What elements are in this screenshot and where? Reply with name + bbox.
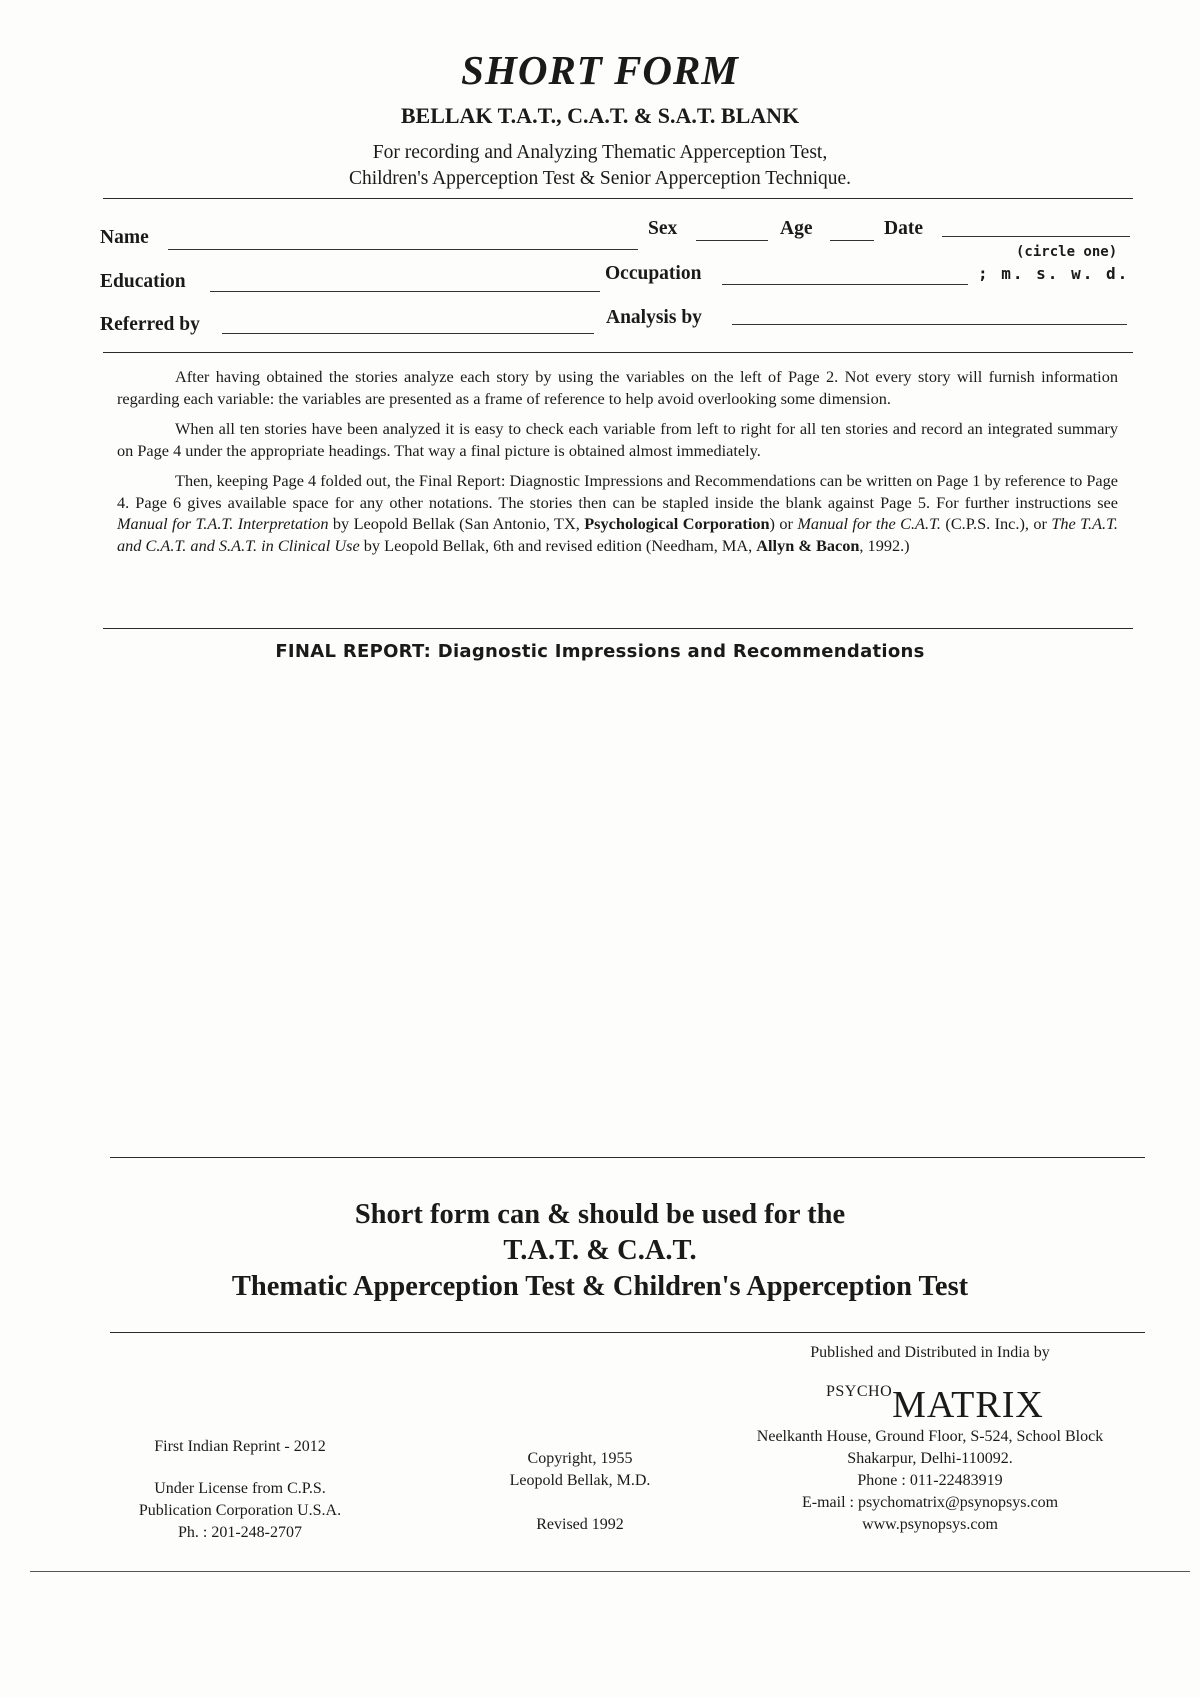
footer-reprint-block — [120, 1436, 360, 1544]
instruction-text: by Leopold Bellak (San Antonio, TX, — [328, 514, 585, 533]
referred-by-field[interactable] — [222, 333, 594, 334]
analysis-by-label: Analysis by — [606, 307, 702, 328]
report-bottom-divider — [110, 1157, 1145, 1158]
psychomatrix-logo — [826, 1383, 1044, 1427]
footer-copyright-block — [470, 1448, 690, 1536]
description-line-1: For recording and Analyzing Thematic Apperception Test, — [372, 142, 828, 163]
instructions — [117, 366, 1118, 565]
age-field[interactable] — [830, 240, 874, 241]
description-line-2: Children's Apperception Test & Senior Apperception Technique. — [348, 168, 852, 189]
promo-block — [0, 1197, 1200, 1305]
copyright-line-2: Leopold Bellak, M.D. — [509, 1472, 651, 1489]
address-line-1: Neelkanth House, Ground Floor, S-524, School Block — [756, 1428, 1104, 1445]
revised-text: Revised 1992 — [536, 1516, 624, 1533]
age-label: Age — [780, 218, 813, 239]
instruction-text: Then, keeping Page 4 folded out, the Final Report: Diagnostic Impressions and Recommendations can be written on Page 1 by reference to Page 4. Page 6 gives available space for any other notations. The stories then can be stapled inside the blank against Page 5. For further instructions see — [117, 471, 1118, 512]
instruction-text: by Leopold Bellak, 6th and revised edition (Needham, MA, — [359, 535, 757, 555]
book-title-clinical-use: The T.A.T. and C.A.T. and S.A.T. in Clinical Use — [117, 514, 1119, 555]
form-title: SHORT FORM — [461, 47, 739, 93]
promo-line-1: Short form can & should be used for the — [354, 1199, 846, 1230]
final-report-heading: FINAL REPORT: Diagnostic Impressions and Recommendations — [275, 641, 925, 662]
logo-text-large: MATRIX — [892, 1384, 1044, 1426]
logo-text-small: PSYCHO — [826, 1383, 893, 1400]
referred-by-label: Referred by — [100, 314, 200, 335]
book-title-tat-manual: Manual for T.A.T. Interpretation — [117, 514, 329, 533]
sex-label: Sex — [648, 218, 678, 239]
instruction-text: (C.P.S. Inc.), or — [940, 514, 1052, 533]
occupation-field[interactable] — [722, 284, 968, 285]
instruction-paragraph-3 — [117, 470, 1118, 556]
page-bottom-edge — [30, 1571, 1190, 1572]
name-field[interactable] — [168, 249, 638, 250]
book-title-cat-manual: Manual for the C.A.T. — [797, 514, 941, 533]
publisher-allyn-bacon: Allyn & Bacon — [756, 535, 860, 555]
publisher-psych-corp: Psychological Corporation — [584, 514, 770, 533]
license-line-1: Under License from C.P.S. — [154, 1480, 326, 1497]
instruction-paragraph-1: After having obtained the stories analyze each story by using the variables on the left of Page 2. Not every story will furnish information regarding each variable: the variables are presented as a frame of reference to help avoid overlooking some dimension. — [117, 367, 1118, 408]
address-line-2: Shakarpur, Delhi-110092. — [847, 1450, 1013, 1467]
instructions-divider — [103, 628, 1133, 629]
form-subtitle: BELLAK T.A.T., C.A.T. & S.A.T. BLANK — [400, 103, 800, 128]
analysis-by-field[interactable] — [732, 324, 1127, 325]
published-by-text: Published and Distributed in India by — [810, 1344, 1050, 1361]
promo-divider — [110, 1332, 1145, 1333]
occupation-label: Occupation — [605, 263, 702, 284]
marital-status-options[interactable]: ; m. s. w. d. — [978, 264, 1130, 283]
sex-field[interactable] — [696, 240, 768, 241]
promo-line-2: T.A.T. & C.A.T. — [503, 1235, 697, 1266]
copyright-line-1: Copyright, 1955 — [527, 1450, 633, 1467]
name-label: Name — [100, 227, 149, 248]
education-field[interactable] — [210, 291, 600, 292]
website-text: www.psynopsys.com — [862, 1516, 998, 1533]
promo-line-3: Thematic Apperception Test & Children's Apperception Test — [231, 1271, 969, 1302]
form-description — [0, 140, 1200, 192]
date-field[interactable] — [942, 236, 1130, 237]
email-text: E-mail : psychomatrix@psynopsys.com — [801, 1494, 1059, 1511]
license-phone: Ph. : 201-248-2707 — [178, 1524, 302, 1541]
footer-address-block — [730, 1426, 1130, 1536]
instruction-text: , 1992.) — [859, 535, 910, 555]
phone-text: Phone : 011-22483919 — [857, 1472, 1003, 1489]
final-report-area[interactable] — [110, 675, 1140, 1145]
instruction-paragraph-2: When all ten stories have been analyzed it is easy to check each variable from left to right for all ten stories and record an integrated summary on Page 4 under the appropriate headings. That way a final picture is obtained almost immediately. — [117, 419, 1118, 460]
header-divider — [103, 198, 1133, 199]
education-label: Education — [100, 271, 186, 292]
circle-one-note: (circle one) — [1016, 244, 1118, 260]
fields-divider — [103, 352, 1133, 353]
date-label: Date — [884, 218, 923, 239]
reprint-text: First Indian Reprint - 2012 — [154, 1438, 326, 1455]
instruction-text: ) or — [769, 514, 798, 533]
license-line-2: Publication Corporation U.S.A. — [138, 1502, 342, 1519]
